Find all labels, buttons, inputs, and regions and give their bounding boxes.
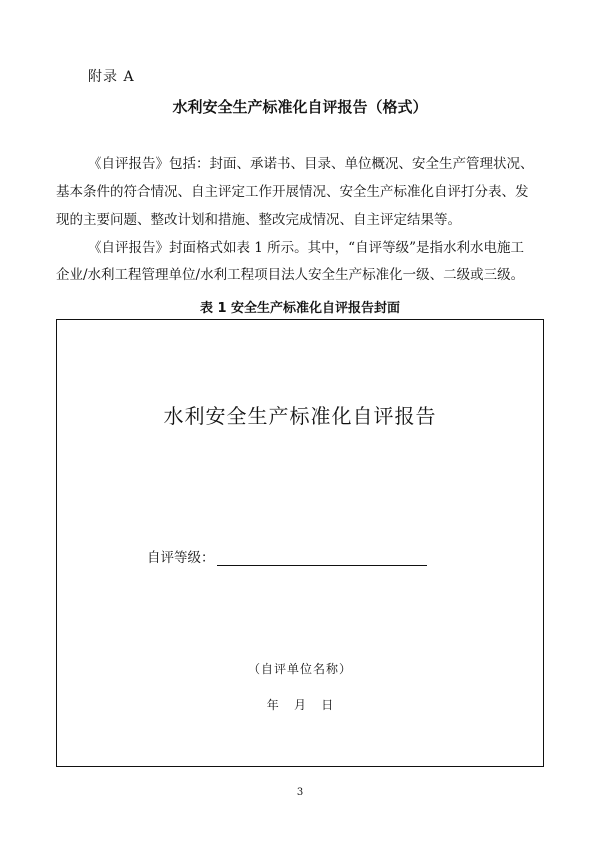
grade-blank-line xyxy=(217,551,427,566)
cover-title: 水利安全生产标准化自评报告 xyxy=(163,404,437,428)
page-number: 3 xyxy=(296,787,304,798)
unit-name-placeholder: （自评单位名称） xyxy=(247,662,352,676)
cover-template-box xyxy=(56,319,544,767)
grade-label: 自评等级： xyxy=(147,550,215,566)
paragraph-1-line-1: 《自评报告》包括：封面、承诺书、目录、单位概况、安全生产管理状况、 xyxy=(88,156,534,172)
paragraph-1-line-2: 基本条件的符合情况、自主评定工作开展情况、安全生产标准化自评打分表、发 xyxy=(56,184,529,200)
date-placeholder: 年 月 日 xyxy=(266,698,334,712)
paragraph-1-line-3: 现的主要问题、整改计划和措施、整改完成情况、自主评定结果等。 xyxy=(56,212,461,228)
paragraph-2-line-1: 《自评报告》封面格式如表 1 所示。其中，“自评等级”是指水利水电施工 xyxy=(88,240,524,256)
grade-field xyxy=(147,546,427,566)
appendix-label: 附录 A xyxy=(88,69,135,85)
table-caption: 表 1 安全生产标准化自评报告封面 xyxy=(199,301,401,316)
document-title: 水利安全生产标准化自评报告（格式） xyxy=(172,98,428,116)
paragraph-2-line-2: 企业/水利工程管理单位/水利工程项目法人安全生产标准化一级、二级或三级。 xyxy=(56,267,525,283)
